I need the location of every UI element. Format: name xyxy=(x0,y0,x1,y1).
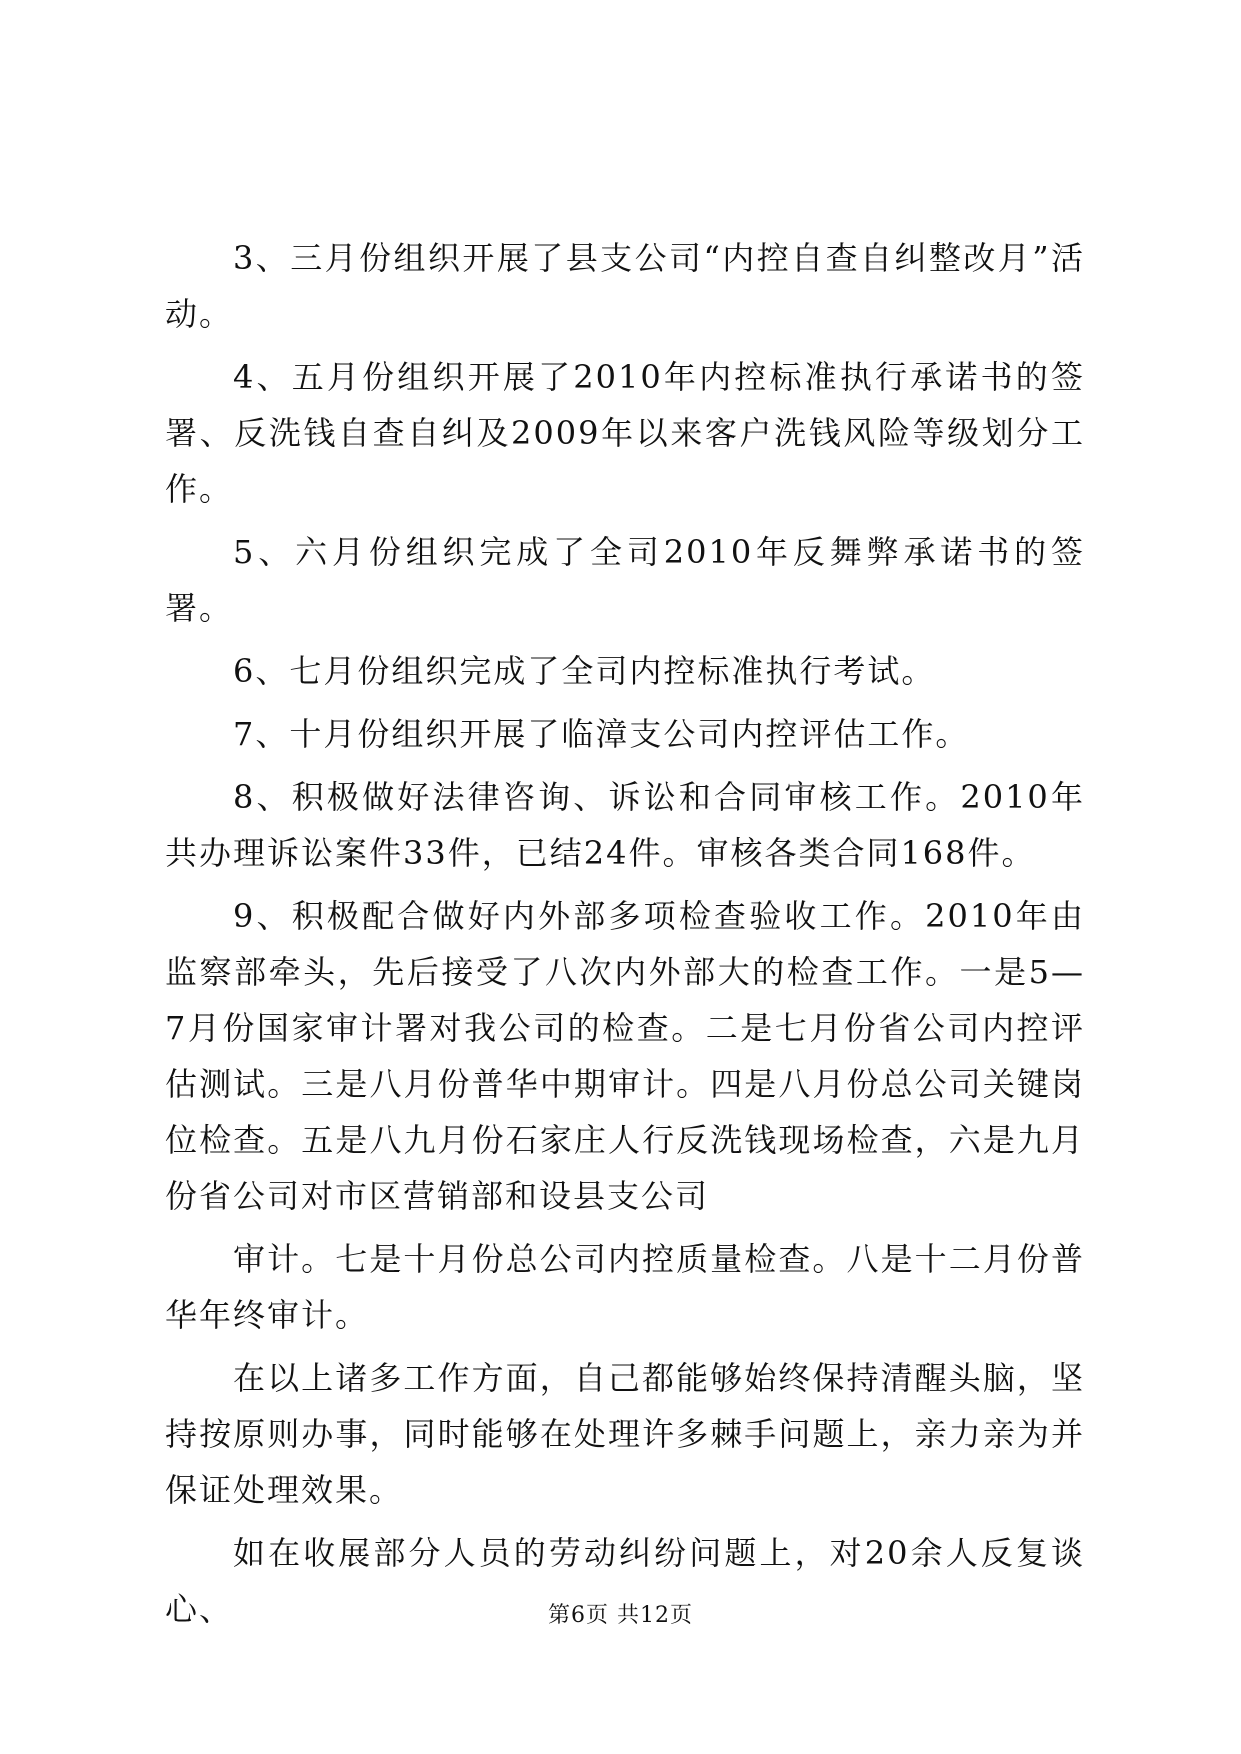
paragraph-item-5: 5、六月份组织完成了全司2010年反舞弊承诺书的签署。 xyxy=(165,533,1085,627)
paragraph-example: 如在收展部分人员的劳动纠纷问题上，对20余人反复谈心、 xyxy=(165,1534,1085,1628)
page-number-footer: 第6页 共12页 xyxy=(548,1603,693,1628)
paragraph-item-3: 3、三月份组织开展了县支公司“内控自查自纠整改月”活动。 xyxy=(165,239,1085,333)
paragraph-continuation: 审计。七是十月份总公司内控质量检查。八是十二月份普华年终审计。 xyxy=(165,1240,1085,1334)
document-body xyxy=(165,230,1085,1644)
paragraph-item-4: 4、五月份组织开展了2010年内控标准执行承诺书的签署、反洗钱自查自纠及2009年以来客户洗钱风险等级划分工作。 xyxy=(165,358,1085,508)
paragraph-item-9: 9、积极配合做好内外部多项检查验收工作。2010年由监察部牵头，先后接受了八次内外部大的检查工作。一是5—7月份国家审计署对我公司的检查。二是七月份省公司内控评估测试。三是八月份普华中期审计。四是八月份总公司关键岗位检查。五是八九月份石家庄人行反洗钱现场检查，六是九月份省公司对市区营销部和设县支公司 xyxy=(165,897,1085,1215)
paragraph-item-8: 8、积极做好法律咨询、诉讼和合同审核工作。2010年共办理诉讼案件33件，已结24件。审核各类合同168件。 xyxy=(165,778,1085,872)
paragraph-summary: 在以上诸多工作方面，自己都能够始终保持清醒头脑，坚持按原则办事，同时能够在处理许多棘手问题上，亲力亲为并保证处理效果。 xyxy=(165,1359,1085,1509)
paragraph-item-7: 7、十月份组织开展了临漳支公司内控评估工作。 xyxy=(233,715,970,753)
paragraph-item-6: 6、七月份组织完成了全司内控标准执行考试。 xyxy=(233,652,936,690)
